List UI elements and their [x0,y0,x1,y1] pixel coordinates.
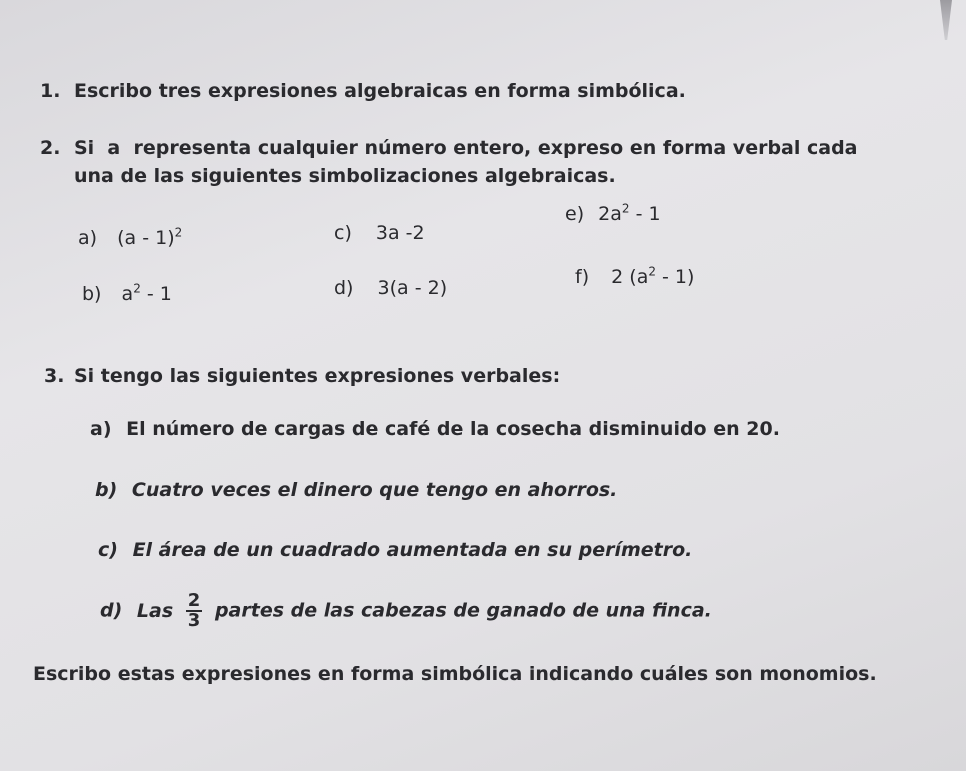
q2-item-a [78,227,182,249]
q2-item-a-base: (a - 1) [117,227,175,249]
q2-item-a-exp: 2 [174,225,183,240]
q3-text: Si tengo las siguientes expresiones verbales: [74,365,561,387]
q2-item-a-label: a) [78,227,98,249]
q1-text: Escribo tres expresiones algebraicas en forma simbólica. [74,80,686,102]
q1-number: 1. [40,80,61,102]
q2-item-f-base: 2 (a [611,266,649,288]
q2-item-f-exp: 2 [648,264,656,279]
q3-item-b-label: b) [95,479,118,501]
fraction-numerator: 2 [187,590,201,611]
q2-item-b-exp: 2 [133,281,141,296]
q3-item-c [98,539,692,561]
fraction-two-thirds [186,592,203,630]
q2-item-d [334,277,447,299]
q2-item-b-base: a [121,283,134,305]
q3-item-d-pre: Las [136,599,174,622]
q2-item-f-tail: - 1) [655,266,695,288]
q2-item-b-expr [122,283,172,305]
q3-item-b [95,479,617,501]
q3-item-c-label: c) [98,539,118,561]
q3-item-d [100,592,712,630]
q2-item-e [565,203,661,225]
q3-number: 3. [44,365,65,387]
fraction-denominator: 3 [187,610,201,631]
q2-item-f-expr [611,266,694,288]
q2-item-e-expr [598,203,660,225]
q3-item-a-text: El número de cargas de café de la cosecha disminuido en 20. [126,418,780,440]
q2-item-c [334,222,425,244]
q2-item-b-tail: - 1 [140,283,172,305]
q2-item-c-label: c) [334,222,352,244]
q2-line2: una de las siguientes simbolizaciones algebraicas. [74,165,616,187]
q2-item-a-expr [117,227,182,249]
q2-item-d-label: d) [334,277,354,299]
q2-item-b-label: b) [82,283,102,305]
q2-number: 2. [40,137,61,159]
paper-edge-mark [940,0,952,40]
q2-item-e-label: e) [565,203,585,225]
q2-item-c-expr: 3a -2 [375,222,425,244]
q2-item-d-expr: 3(a - 2) [377,277,448,299]
q3-item-b-text: Cuatro veces el dinero que tengo en ahorros. [131,479,618,501]
q2-item-e-tail: - 1 [629,203,661,225]
q3-item-a-label: a) [90,418,112,440]
q3-item-d-label: d) [100,599,123,622]
q2-item-f-label: f) [575,266,590,288]
closing-instruction: Escribo estas expresiones en forma simbólica indicando cuáles son monomios. [33,663,877,685]
q2-item-f [575,266,694,288]
q3-item-c-text: El área de un cuadrado aumentada en su perímetro. [132,539,693,561]
q3-item-a [90,418,780,440]
q2-item-e-exp: 2 [621,201,630,216]
q2-item-b [82,283,172,305]
q2-line1: Si a representa cualquier número entero, expreso en forma verbal cada [74,137,858,159]
q3-item-d-post: partes de las cabezas de ganado de una finca. [214,599,712,622]
q2-item-e-base: 2a [598,203,622,225]
